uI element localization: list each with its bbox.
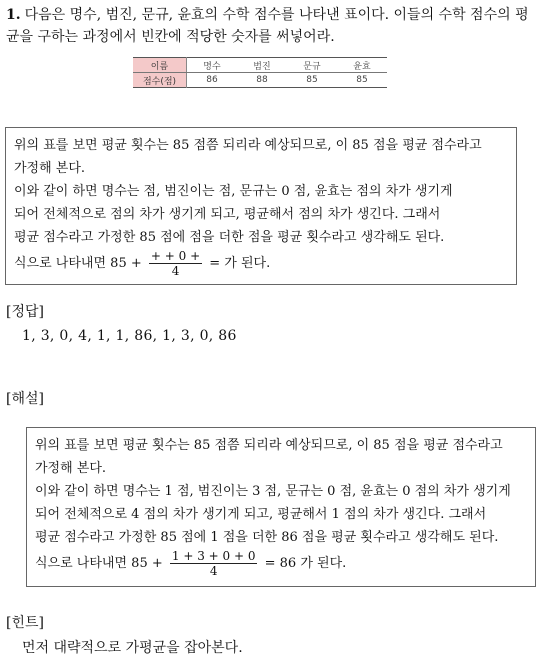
question-number: 1. — [6, 7, 21, 23]
score-table-score-row — [133, 73, 387, 88]
row-label-cell: 점수(점) — [133, 73, 187, 88]
problem-line: 가정해 본다. — [14, 161, 86, 176]
problem-line: 위의 표를 보면 평균 횟수는 85 점쯤 되리라 예상되므로, 이 85 점을 평균 점수라고 — [14, 138, 482, 153]
fraction-numerator: 1 + 3 + 0 + 0 — [171, 549, 256, 563]
score-cell: 88 — [256, 75, 268, 85]
solution-line: 이와 같이 하면 명수는 1 점, 범진이는 3 점, 문규는 0 점, 윤효는 0 점의 차가 생기게 — [35, 484, 511, 499]
fraction-denominator: 4 — [171, 264, 180, 278]
fraction — [170, 549, 258, 578]
name-cell: 문규 — [287, 58, 337, 73]
problem-line: 되어 전체적으로 점의 차가 생기게 되고, 평균해서 점의 차가 생긴다. 그래서 — [14, 207, 441, 222]
problem-line: 평균 점수라고 가정한 85 점에 점을 더한 점을 평균 횟수라고 생각해도 된다. — [14, 230, 445, 245]
answer-text: 1, 3, 0, 4, 1, 1, 86, 1, 3, 0, 86 — [22, 328, 237, 344]
score-table-header-row — [133, 58, 387, 73]
problem-box — [5, 127, 517, 285]
solution-line: 평균 점수라고 가정한 85 점에 1 점을 더한 86 점을 평균 횟수라고 생각해도 된다. — [35, 530, 499, 545]
hint-text: 먼저 대략적으로 가평균을 잡아본다. — [22, 640, 243, 656]
formula-prefix: 식으로 나타내면 85 + — [14, 256, 142, 271]
score-table — [133, 57, 387, 88]
hint-label: [힌트] — [6, 615, 44, 631]
answer-label: [정답] — [6, 304, 44, 320]
solution-box — [26, 427, 536, 587]
formula-suffix: = 가 된다. — [209, 256, 271, 271]
solution-line: 가정해 본다. — [35, 461, 107, 476]
score-cell: 85 — [356, 75, 368, 85]
explanation-label: [해설] — [6, 391, 44, 407]
problem-formula-line — [14, 249, 508, 278]
solution-formula-line — [35, 549, 527, 578]
fraction-denominator: 4 — [209, 564, 218, 578]
score-cell: 86 — [206, 75, 218, 85]
solution-line: 위의 표를 보면 평균 횟수는 85 점쯤 되리라 예상되므로, 이 85 점을 평균 점수라고 — [35, 438, 503, 453]
name-cell: 범진 — [237, 58, 287, 73]
question-text: 다음은 명수, 범진, 문규, 윤효의 수학 점수를 나타낸 표이다. 이들의 수학 점수의 평균을 구하는 과정에서 빈칸에 적당한 숫자를 써넣어라. — [6, 7, 529, 45]
solution-line: 되어 전체적으로 4 점의 차가 생기게 되고, 평균해서 1 점의 차가 생긴다. 그래서 — [35, 507, 487, 522]
header-label-cell: 이름 — [133, 58, 187, 73]
problem-line: 이와 같이 하면 명수는 점, 범진이는 점, 문규는 0 점, 윤효는 점의 차가 생기게 — [14, 184, 453, 199]
name-cell: 명수 — [187, 58, 238, 73]
fraction — [149, 249, 202, 278]
question — [6, 4, 534, 48]
score-cell: 85 — [306, 75, 318, 85]
formula-suffix: = 86 가 된다. — [264, 556, 347, 571]
fraction-numerator: + + 0 + — [150, 249, 201, 263]
formula-prefix: 식으로 나타내면 85 + — [35, 556, 163, 571]
name-cell: 윤효 — [337, 58, 387, 73]
